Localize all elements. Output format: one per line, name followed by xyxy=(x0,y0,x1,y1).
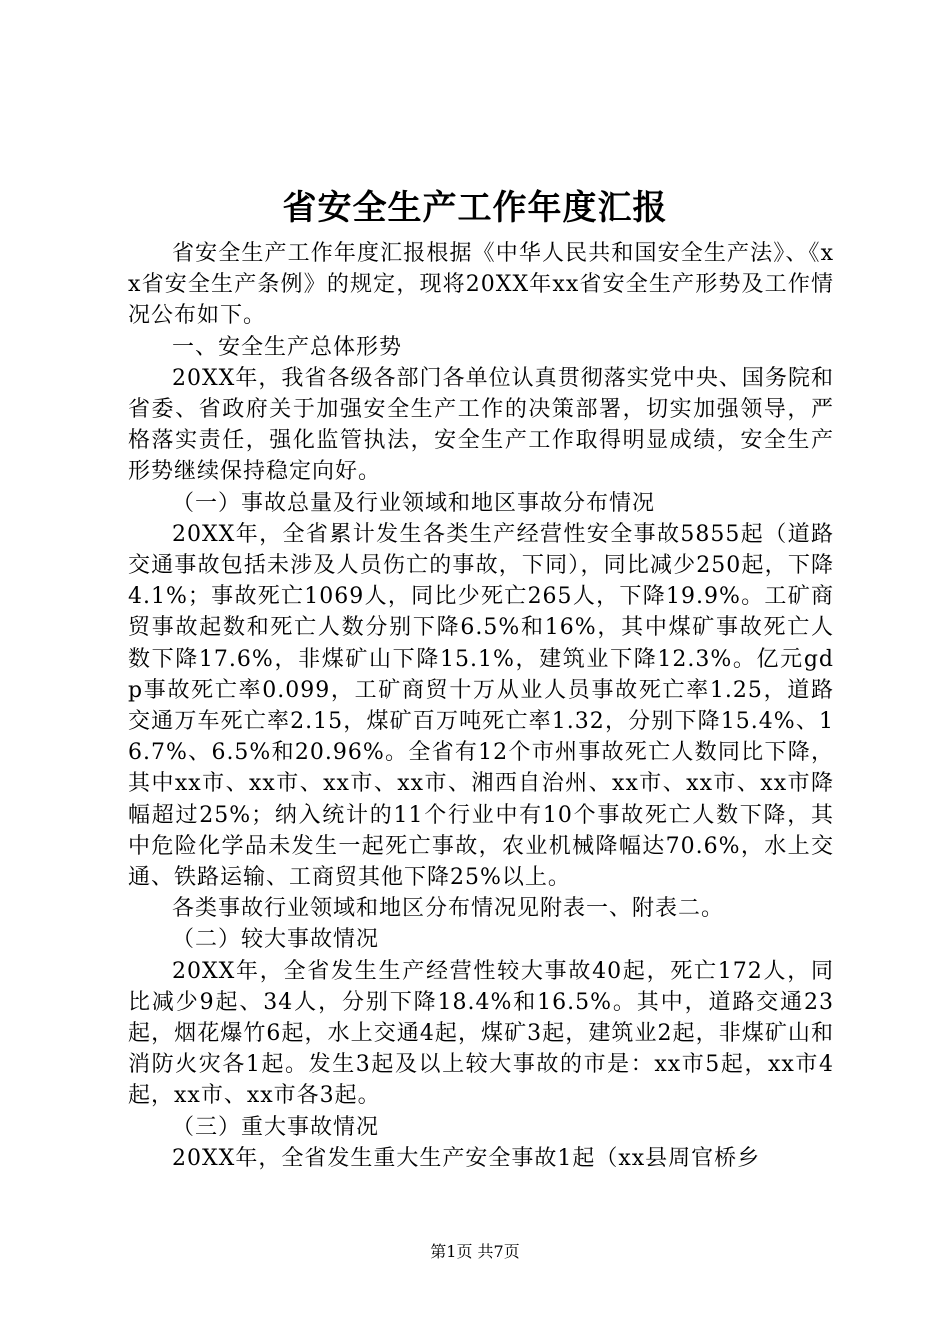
major-accident-paragraph: 20XX年，全省发生生产经营性较大事故40起，死亡172人，同比减少9起、34人，分别下降18.4%和16.5%。其中，道路交通23起，烟花爆竹6起，水上交通4起，煤矿3起，建筑业2起，非煤矿山和消防火灾各1起。发生3起及以上较大事故的市是：xx市5起，xx市4起，xx市、xx市各3起。 xyxy=(128,958,834,1109)
page-number-footer: 第1页 共7页 xyxy=(430,1242,520,1261)
document-body xyxy=(128,238,834,1174)
section-heading-1: 一、安全生产总体形势 xyxy=(172,334,403,360)
document-title: 省安全生产工作年度汇报 xyxy=(282,188,668,228)
appendix-reference-paragraph: 各类事故行业领域和地区分布情况见附表一、附表二。 xyxy=(172,896,725,922)
subsection-heading-1: （一）事故总量及行业领域和地区事故分布情况 xyxy=(172,490,656,516)
serious-accident-paragraph: 20XX年，全省发生重大生产安全事故1起（xx县周官桥乡 xyxy=(172,1145,761,1171)
overall-situation-paragraph: 20XX年，我省各级各部门各单位认真贯彻落实党中央、国务院和省委、省政府关于加强安全生产工作的决策部署，切实加强领导，严格落实责任，强化监管执法，安全生产工作取得明显成绩，安全生产形势继续保持稳定向好。 xyxy=(128,365,834,485)
subsection-heading-3: （三）重大事故情况 xyxy=(172,1114,380,1140)
subsection-heading-2: （二）较大事故情况 xyxy=(172,927,380,953)
intro-paragraph: 省安全生产工作年度汇报根据《中华人民共和国安全生产法》、《xx省安全生产条例》的规定，现将20XX年xx省安全生产形势及工作情况公布如下。 xyxy=(128,241,834,329)
accident-statistics-paragraph: 20XX年，全省累计发生各类生产经营性安全事故5855起（道路交通事故包括未涉及人员伤亡的事故，下同），同比减少250起，下降4.1%；事故死亡1069人，同比少死亡265人，下降19.9%。工矿商贸事故起数和死亡人数分别下降6.5%和16%，其中煤矿事故死亡人数下降17.6%，非煤矿山下降15.1%，建筑业下降12.3%。亿元gdp事故死亡率0.099，工矿商贸十万从业人员事故死亡率1.25，道路交通万车死亡率2.15，煤矿百万吨死亡率1.32，分别下降15.4%、16.7%、6.5%和20.96%。全省有12个市州事故死亡人数同比下降，其中xx市、xx市、xx市、xx市、湘西自治州、xx市、xx市、xx市降幅超过25%；纳入统计的11个行业中有10个事故死亡人数下降，其中危险化学品未发生一起死亡事故，农业机械降幅达70.6%，水上交通、铁路运输、工商贸其他下降25%以上。 xyxy=(128,521,834,891)
